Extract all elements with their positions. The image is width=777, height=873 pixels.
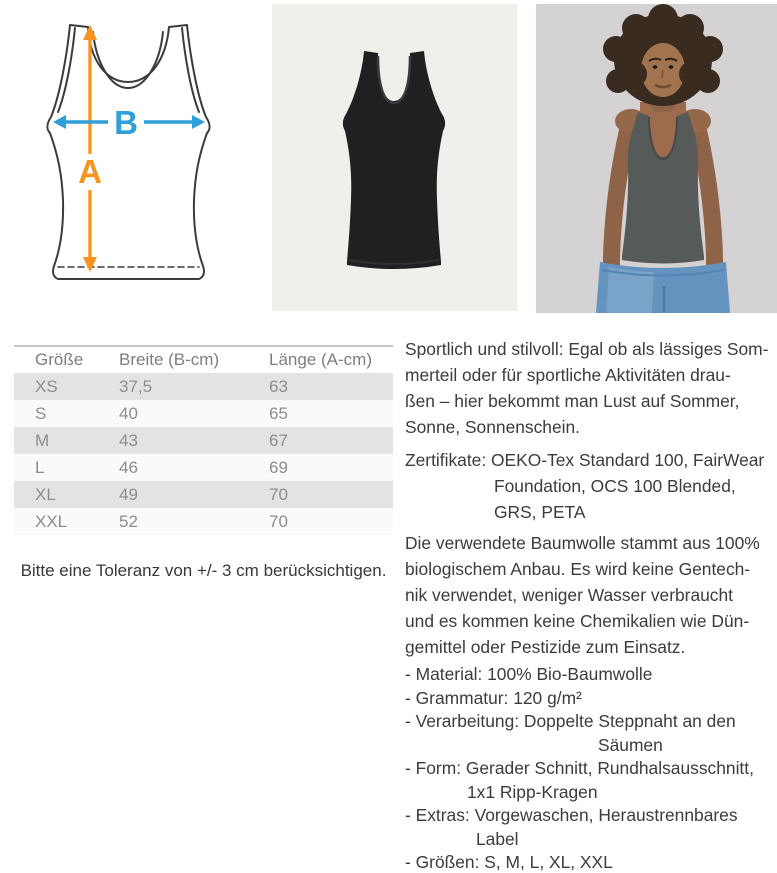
cell-laenge: 67 [262,427,393,454]
table-row-xl [14,481,393,508]
col-header-laenge: Länge (A-cm) [262,346,393,373]
table-row-m [14,427,393,454]
col-header-groesse: Größe [14,346,112,373]
cell-size: S [14,400,112,427]
text-line: Foundation, OCS 100 Blended, [494,476,736,496]
spec-grammatur: - Grammatur: 120 g/m² [405,687,582,708]
table-row-xs [14,373,393,400]
text-line: gemittel oder Pestizide zum Einsatz. [405,637,686,657]
cell-breite: 43 [112,427,262,454]
cell-size: XXL [14,508,112,535]
cell-breite: 46 [112,454,262,481]
spec-form-cont: 1x1 Ripp-Kragen [467,781,598,802]
text-line: nik verwendet, weniger Wasser verbraucht [405,585,733,605]
size-diagram[interactable] [0,0,260,300]
text-line: Sportlich und stilvoll: Egal ob als lässiges Som- [405,339,769,359]
text-line: Die verwendete Baumwolle stammt aus 100% [405,533,760,553]
spec-groessen: - Größen: S, M, L, XL, XXL [405,852,613,872]
table-row-l [14,454,393,481]
tank-top-outline-graphic [47,25,209,279]
cotton-paragraph [405,530,777,660]
label-b: B [114,104,138,141]
cell-size: M [14,427,112,454]
spec-verarbeitung-cont: Säumen [598,734,663,755]
text-line: Sonne, Sonnenschein. [405,417,581,437]
table-row-s [14,400,393,427]
cell-laenge: 63 [262,373,393,400]
intro-paragraph [405,336,777,440]
cell-breite: 52 [112,508,262,535]
cell-size: L [14,454,112,481]
cell-laenge: 69 [262,454,393,481]
cell-breite: 49 [112,481,262,508]
model-wearing-tank-top-graphic [536,4,777,313]
spec-extras: - Extras: Vorgewaschen, Heraustrennbares [405,805,738,825]
specs-list [405,663,777,873]
black-tank-top-graphic [272,4,517,311]
cell-size: XL [14,481,112,508]
col-header-breite: Breite (B-cm) [112,346,262,373]
text-line: ßen – hier bekommt man Lust auf Sommer, [405,391,740,411]
cell-size: XS [14,373,112,400]
size-chart-header-row [14,346,393,373]
cell-laenge: 65 [262,400,393,427]
text-line: und es kommen keine Chemikalien wie Dün- [405,611,750,631]
product-description [405,336,777,873]
table-row-xxl [14,508,393,535]
text-line: biologischem Anbau. Es wird keine Gentech- [405,559,751,579]
spec-form: - Form: Gerader Schnitt, Rundhalsausschnitt, [405,758,754,778]
label-a: A [78,153,102,190]
spec-extras-cont: Label [476,828,519,849]
text-line: GRS, PETA [494,502,586,522]
product-photo-model[interactable] [536,4,777,313]
spec-material: - Material: 100% Bio-Baumwolle [405,664,653,684]
size-chart-table [14,345,393,535]
spec-verarbeitung: - Verarbeitung: Doppelte Steppnaht an den [405,711,736,731]
text-line: Zertifikate: OEKO-Tex Standard 100, FairWear [405,450,765,470]
cell-breite: 40 [112,400,262,427]
product-photo-flat[interactable] [272,4,517,311]
jeans-graphic [596,262,730,313]
cell-breite: 37,5 [112,373,262,400]
text-line: merteil oder für sportliche Aktivitäten drau- [405,365,731,385]
cell-laenge: 70 [262,508,393,535]
cell-laenge: 70 [262,481,393,508]
tolerance-note: Bitte eine Toleranz von +/- 3 cm berücksichtigen. [20,561,387,580]
certificates-paragraph [405,447,777,525]
